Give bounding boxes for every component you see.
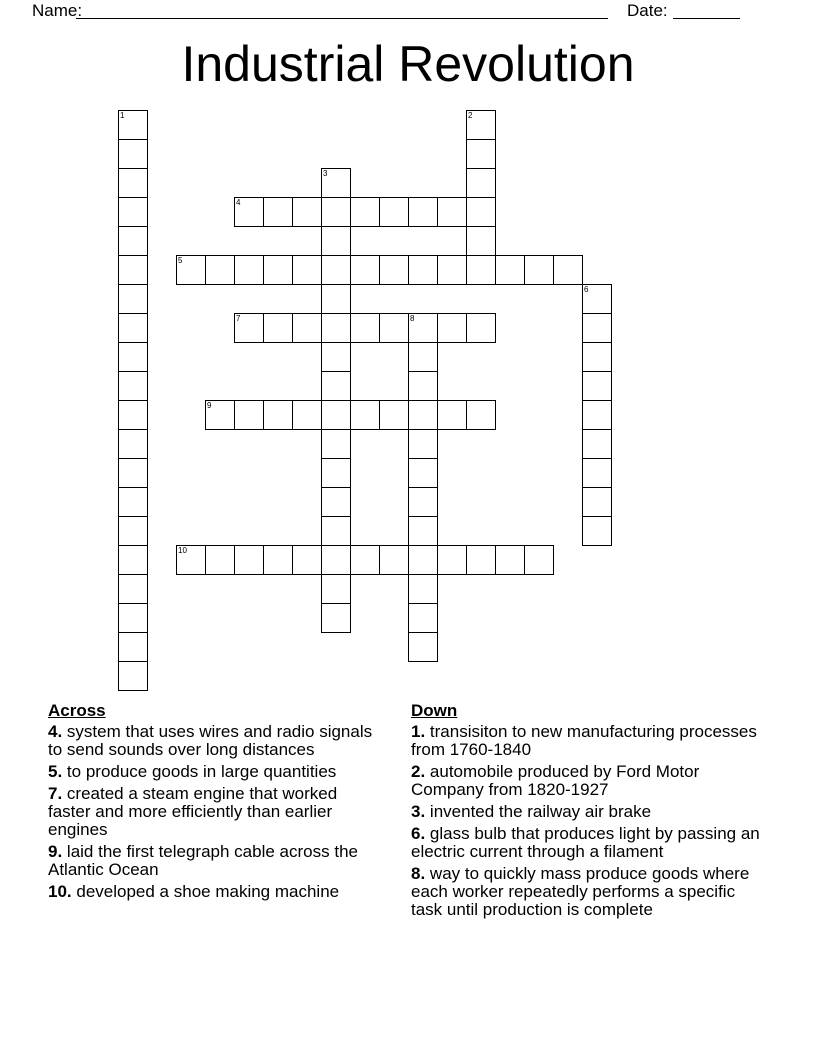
clue-down-3 <box>411 803 761 821</box>
crossword-cell[interactable] <box>408 603 438 633</box>
page-title: Industrial Revolution <box>181 36 635 92</box>
crossword-cell[interactable] <box>118 197 148 227</box>
clue-text: glass bulb that produces light by passing an electric current through a filament <box>411 824 760 861</box>
crossword-cell[interactable] <box>408 371 438 401</box>
clue-text: laid the first telegraph cable across the Atlantic Ocean <box>48 842 358 879</box>
crossword-cell[interactable] <box>495 545 525 575</box>
down-clues <box>411 701 761 923</box>
clue-number: 9. <box>48 842 63 861</box>
crossword-cell[interactable] <box>582 458 612 488</box>
crossword-cell[interactable] <box>118 110 148 140</box>
crossword-cell[interactable] <box>350 313 380 343</box>
crossword-cell[interactable] <box>408 487 438 517</box>
clue-text: automobile produced by Ford Motor Company from 1820-1927 <box>411 762 700 799</box>
crossword-cell[interactable] <box>466 255 496 285</box>
crossword-cell[interactable] <box>321 255 351 285</box>
crossword-cell[interactable] <box>205 545 235 575</box>
crossword-cell[interactable] <box>582 371 612 401</box>
crossword-cell[interactable] <box>582 313 612 343</box>
crossword-cell[interactable] <box>553 255 583 285</box>
crossword-cell[interactable] <box>408 313 438 343</box>
cell-number: 3 <box>323 169 328 178</box>
cell-number: 5 <box>178 256 183 265</box>
across-heading: Across <box>48 701 106 720</box>
crossword-cell[interactable] <box>118 545 148 575</box>
crossword-cell[interactable] <box>408 632 438 662</box>
clue-text: to produce goods in large quantities <box>66 762 337 781</box>
crossword-cell[interactable] <box>321 487 351 517</box>
crossword-cell[interactable] <box>582 284 612 314</box>
crossword-cell[interactable] <box>466 226 496 256</box>
crossword-cell[interactable] <box>408 545 438 575</box>
crossword-cell[interactable] <box>263 545 293 575</box>
crossword-cell[interactable] <box>437 255 467 285</box>
crossword-cell[interactable] <box>118 255 148 285</box>
crossword-cell[interactable] <box>408 516 438 546</box>
crossword-cell[interactable] <box>466 197 496 227</box>
crossword-cell[interactable] <box>582 516 612 546</box>
clue-down-1 <box>411 723 761 759</box>
crossword-cell[interactable] <box>234 255 264 285</box>
crossword-cell[interactable] <box>582 400 612 430</box>
cell-number: 2 <box>468 111 473 120</box>
across-clues <box>48 701 383 905</box>
clue-across-7 <box>48 785 383 839</box>
crossword-cell[interactable] <box>234 545 264 575</box>
crossword-cell[interactable] <box>292 400 322 430</box>
crossword-cell[interactable] <box>263 197 293 227</box>
crossword-cell[interactable] <box>321 371 351 401</box>
clue-across-10 <box>48 883 383 901</box>
clue-number: 8. <box>411 864 426 883</box>
crossword-cell[interactable] <box>466 313 496 343</box>
crossword-cell[interactable] <box>118 284 148 314</box>
crossword-cell[interactable] <box>408 197 438 227</box>
cell-number: 10 <box>178 546 187 555</box>
cell-number: 9 <box>207 401 212 410</box>
crossword-cell[interactable] <box>118 371 148 401</box>
crossword-cell[interactable] <box>379 545 409 575</box>
crossword-cell[interactable] <box>466 545 496 575</box>
crossword-cell[interactable] <box>350 545 380 575</box>
crossword-cell[interactable] <box>321 429 351 459</box>
crossword-cell[interactable] <box>205 255 235 285</box>
clue-text: way to quickly mass produce goods where each worker repeatedly performs a specific task until production is complete <box>411 864 750 919</box>
name-label: Name: <box>32 1 83 20</box>
clue-text: system that uses wires and radio signals to send sounds over long distances <box>48 722 373 759</box>
cell-number: 7 <box>236 314 241 323</box>
crossword-cell[interactable] <box>118 400 148 430</box>
crossword-cell[interactable] <box>292 313 322 343</box>
cell-number: 1 <box>120 111 125 120</box>
crossword-cell[interactable] <box>466 139 496 169</box>
crossword-cell[interactable] <box>234 400 264 430</box>
crossword-cell[interactable] <box>495 255 525 285</box>
crossword-cell[interactable] <box>234 313 264 343</box>
down-heading: Down <box>411 701 458 720</box>
crossword-cell[interactable] <box>118 632 148 662</box>
crossword-cell[interactable] <box>437 400 467 430</box>
clue-across-4 <box>48 723 383 759</box>
crossword-cell[interactable] <box>350 400 380 430</box>
crossword-cell[interactable] <box>118 429 148 459</box>
clue-number: 6. <box>411 824 426 843</box>
crossword-cell[interactable] <box>350 197 380 227</box>
crossword-cell[interactable] <box>466 400 496 430</box>
crossword-cell[interactable] <box>379 400 409 430</box>
date-label: Date: <box>627 1 668 20</box>
crossword-cell[interactable] <box>321 458 351 488</box>
clue-across-9 <box>48 843 383 879</box>
crossword-cell[interactable] <box>582 487 612 517</box>
crossword-cell[interactable] <box>408 429 438 459</box>
date-field[interactable] <box>673 0 740 19</box>
clue-text: invented the railway air brake <box>429 802 652 821</box>
crossword-cell[interactable] <box>582 342 612 372</box>
clue-number: 2. <box>411 762 426 781</box>
clue-text: developed a shoe making machine <box>76 882 340 901</box>
clue-number: 4. <box>48 722 63 741</box>
crossword-cell[interactable] <box>466 110 496 140</box>
clue-down-8 <box>411 865 761 919</box>
crossword-cell[interactable] <box>118 487 148 517</box>
crossword-cell[interactable] <box>408 458 438 488</box>
crossword-cell[interactable] <box>118 168 148 198</box>
crossword-cell[interactable] <box>350 255 380 285</box>
crossword-cell[interactable] <box>321 603 351 633</box>
crossword-cell[interactable] <box>321 574 351 604</box>
crossword-cell[interactable] <box>176 255 206 285</box>
clue-down-2 <box>411 763 761 799</box>
crossword-cell[interactable] <box>524 545 554 575</box>
crossword-cell[interactable] <box>321 168 351 198</box>
clue-across-5 <box>48 763 383 781</box>
name-field[interactable] <box>76 0 608 19</box>
crossword-cell[interactable] <box>524 255 554 285</box>
clue-number: 5. <box>48 762 63 781</box>
clue-number: 3. <box>411 802 426 821</box>
clue-down-6 <box>411 825 761 861</box>
crossword-cell[interactable] <box>263 255 293 285</box>
crossword-cell[interactable] <box>118 458 148 488</box>
crossword-cell[interactable] <box>176 545 206 575</box>
crossword-cell[interactable] <box>118 516 148 546</box>
crossword-cell[interactable] <box>118 139 148 169</box>
clue-number: 1. <box>411 722 426 741</box>
crossword-cell[interactable] <box>292 545 322 575</box>
clue-text: transisiton to new manufacturing processes from 1760-1840 <box>411 722 757 759</box>
crossword-cell[interactable] <box>321 197 351 227</box>
crossword-cell[interactable] <box>118 226 148 256</box>
crossword-cell[interactable] <box>234 197 264 227</box>
crossword-cell[interactable] <box>321 400 351 430</box>
crossword-cell[interactable] <box>379 313 409 343</box>
crossword-cell[interactable] <box>582 429 612 459</box>
crossword-cell[interactable] <box>408 400 438 430</box>
crossword-cell[interactable] <box>437 197 467 227</box>
clue-number: 7. <box>48 784 63 803</box>
crossword-cell[interactable] <box>408 574 438 604</box>
crossword-cell[interactable] <box>118 603 148 633</box>
clue-number: 10. <box>48 882 72 901</box>
crossword-cell[interactable] <box>437 545 467 575</box>
crossword-cell[interactable] <box>292 255 322 285</box>
crossword-cell[interactable] <box>263 400 293 430</box>
crossword-cell[interactable] <box>321 313 351 343</box>
crossword-cell[interactable] <box>408 255 438 285</box>
crossword-cell[interactable] <box>321 284 351 314</box>
crossword-cell[interactable] <box>321 342 351 372</box>
crossword-cell[interactable] <box>263 313 293 343</box>
cell-number: 6 <box>584 285 589 294</box>
crossword-cell[interactable] <box>321 516 351 546</box>
crossword-cell[interactable] <box>321 226 351 256</box>
crossword-cell[interactable] <box>379 255 409 285</box>
clue-text: created a steam engine that worked faster and more efficiently than earlier engines <box>48 784 338 839</box>
crossword-cell[interactable] <box>205 400 235 430</box>
cell-number: 4 <box>236 198 241 207</box>
crossword-cell[interactable] <box>466 168 496 198</box>
crossword-cell[interactable] <box>118 313 148 343</box>
cell-number: 8 <box>410 314 415 323</box>
crossword-cell[interactable] <box>437 313 467 343</box>
crossword-cell[interactable] <box>118 661 148 691</box>
crossword-cell[interactable] <box>321 545 351 575</box>
crossword-cell[interactable] <box>408 342 438 372</box>
crossword-cell[interactable] <box>118 342 148 372</box>
crossword-cell[interactable] <box>118 574 148 604</box>
crossword-cell[interactable] <box>292 197 322 227</box>
crossword-cell[interactable] <box>379 197 409 227</box>
